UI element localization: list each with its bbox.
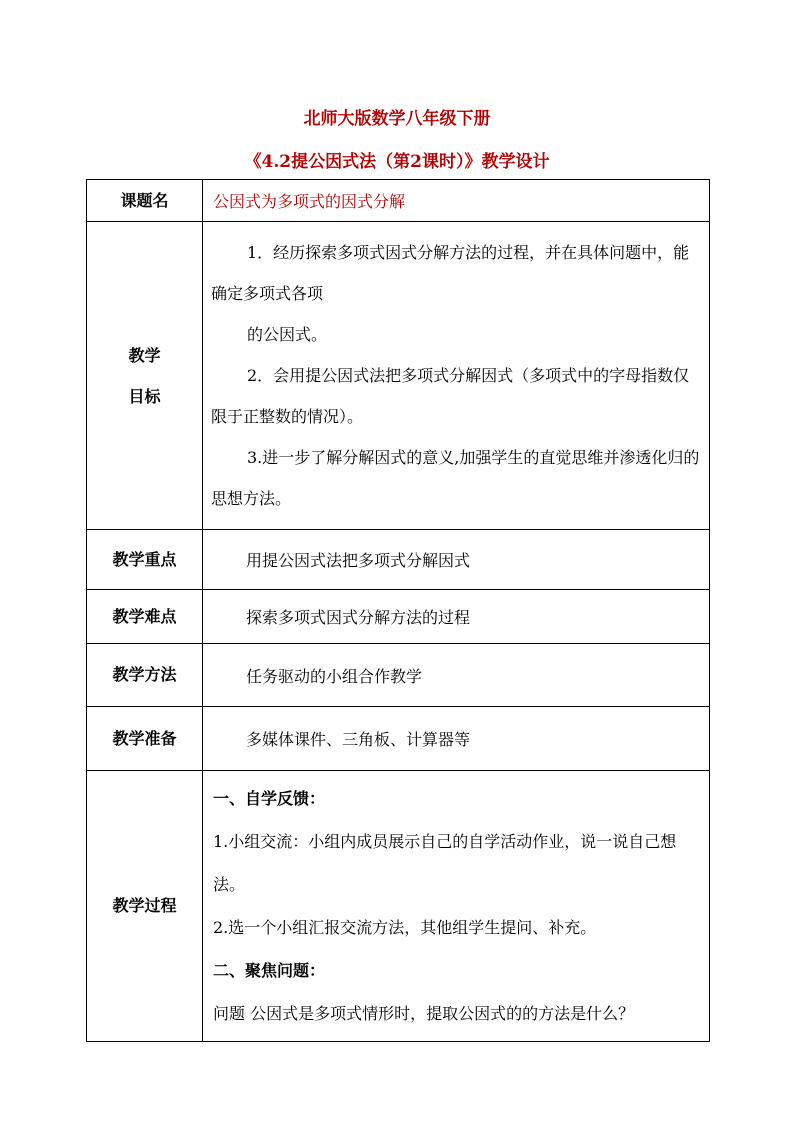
process-heading-1: 一、自学反馈：	[213, 789, 326, 808]
table-row-topic	[87, 180, 710, 222]
goal-item-1-cont: 的公因式。	[247, 325, 328, 344]
goal-item-2: 2．会用提公因式法把多项式分解因式（多项式中的字母指数仅限于正整数的情况）。	[211, 366, 690, 426]
table-row-prep	[87, 707, 710, 771]
goal-item-3: 3.进一步了解分解因式的意义,加强学生的直觉思维并渗透化归的思想方法。	[211, 448, 700, 508]
goals-label-line2: 目标	[128, 386, 161, 406]
process-line-3: 问题 公因式是多项式情形时，提取公因式的的方法是什么？	[213, 1004, 635, 1023]
goal-item-1: 1．经历探索多项式因式分解方法的过程，并在具体问题中，能确定多项式各项	[211, 243, 690, 303]
method-value: 任务驱动的小组合作教学	[203, 644, 710, 707]
key-label: 教学重点	[87, 530, 203, 590]
table-row-difficulty	[87, 590, 710, 644]
difficulty-label: 教学难点	[87, 590, 203, 644]
table-row-process	[87, 771, 710, 1042]
key-value: 用提公因式法把多项式分解因式	[203, 530, 710, 590]
table-row-goals	[87, 222, 710, 530]
process-content	[203, 771, 710, 1042]
document-subtitle: 《4.2提公因式法（第2课时）》教学设计	[244, 152, 550, 172]
difficulty-value: 探索多项式因式分解方法的过程	[203, 590, 710, 644]
lesson-plan-table	[86, 179, 710, 1042]
prep-label: 教学准备	[87, 707, 203, 771]
method-label: 教学方法	[87, 644, 203, 707]
process-label: 教学过程	[87, 771, 203, 1042]
table-row-method	[87, 644, 710, 707]
goals-label	[87, 222, 203, 530]
goals-content	[203, 222, 710, 530]
process-line-2: 2.选一个小组汇报交流方法，其他组学生提问、补充。	[213, 918, 597, 937]
process-heading-2: 二、聚焦问题：	[213, 961, 326, 980]
topic-label: 课题名	[87, 180, 203, 222]
process-line-1: 1.小组交流：小组内成员展示自己的自学活动作业，说一说自己想法。	[213, 832, 677, 894]
document-title: 北师大版数学八年级下册	[303, 109, 491, 129]
goals-label-line1: 教学	[128, 345, 161, 365]
topic-value: 公因式为多项式的因式分解	[203, 180, 710, 222]
table-row-key	[87, 530, 710, 590]
prep-value: 多媒体课件、三角板、计算器等	[203, 707, 710, 771]
